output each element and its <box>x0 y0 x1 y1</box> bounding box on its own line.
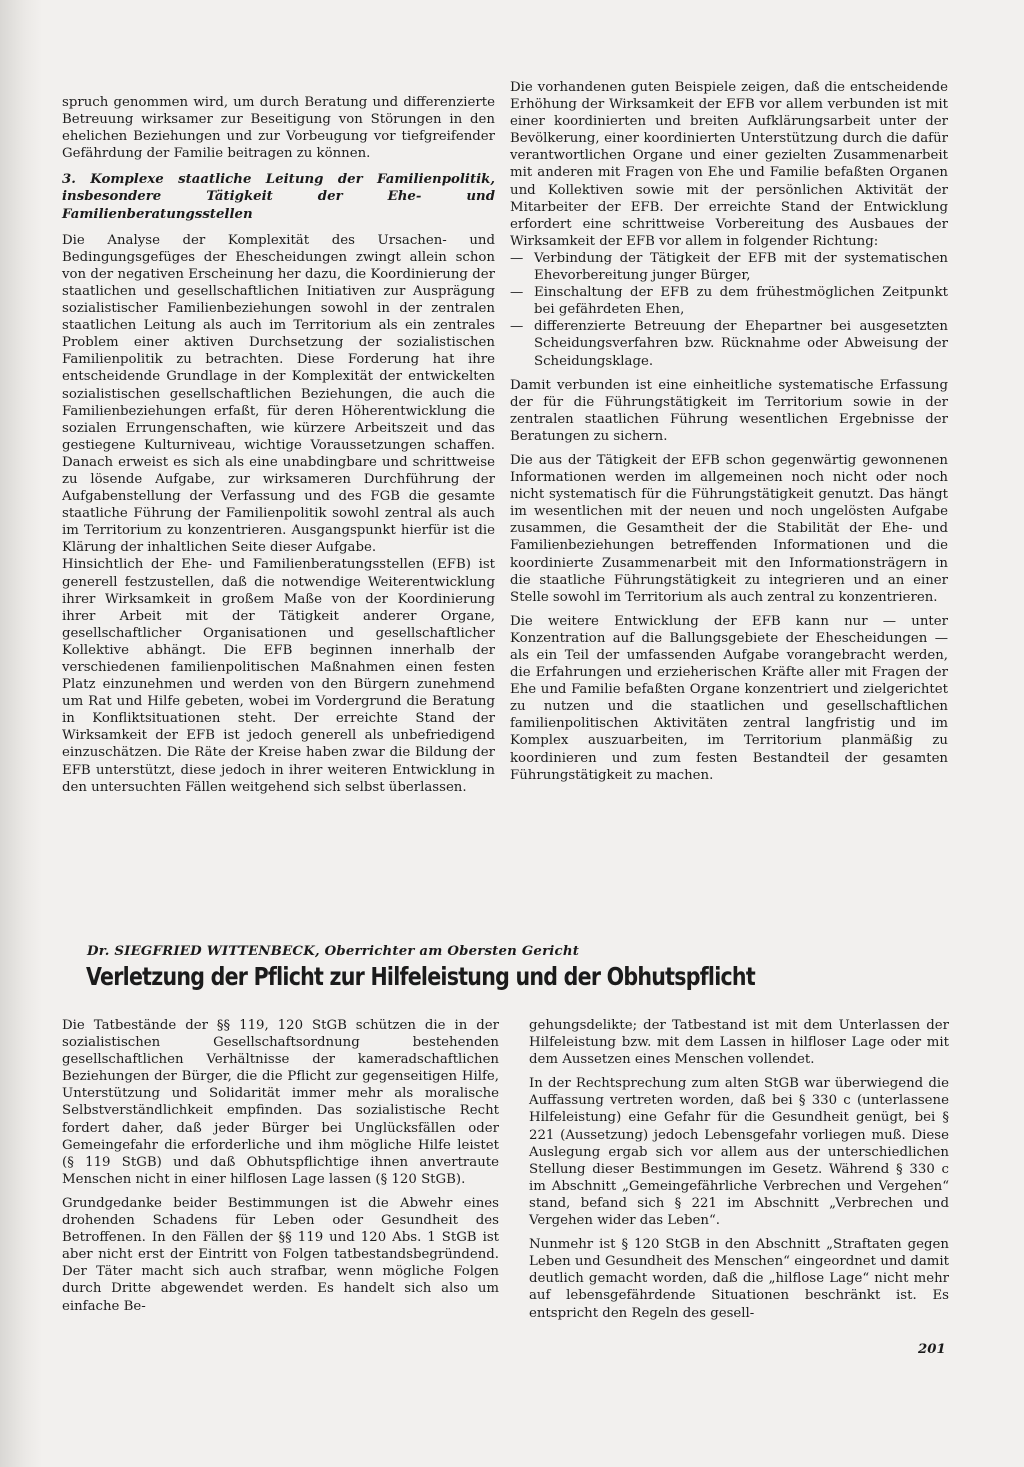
list-item-text: Einschaltung der EFB zu dem frühestmöglichen Zeitpunkt bei gefährdeten Ehen, <box>534 285 948 318</box>
paragraph: gehungsdelikte; der Tatbestand ist mit dem Unterlassen der Hilfeleistung bzw. mit dem Lassen in hilfloser Lage oder mit dem Aussetzen eines Menschen vollendet. <box>529 1018 949 1068</box>
paragraph: Die vorhandenen guten Beispiele zeigen, daß die entscheidende Erhöhung der Wirksamkeit der EFB vor allem verbunden ist mit einer koordinierten und breiten Aufklärungsarbeit unter der Bevölkerung, einer koordinierten Unterstützung durch die dafür verantwortlichen Organe und einer gezielten Zusammenarbeit mit anderen mit Fragen von Ehe und Familie befaßten Organen und Kollektiven sowie mit der persönlichen Aktivität der Mitarbeiter der EFB. Der erreichte Stand der Entwicklung erfordert eine schrittweise Vorbereitung des Ausbaues der Wirksamkeit der EFB vor allem in folgender Richtung: <box>510 80 948 249</box>
list-item <box>510 250 948 284</box>
upper-left-column <box>62 94 495 803</box>
paragraph: Hinsichtlich der Ehe- und Familienberatungsstellen (EFB) ist generell festzustellen, daß die notwendige Weiterentwicklung ihrer Wirksamkeit in großem Maße von der Koordinierung ihrer Arbeit mit der Tätigkeit anderer Organe, gesellschaftlicher Organisationen und gesellschaftlicher Kollektive abhängt. Die EFB beginnen innerhalb der verschiedenen familienpolitischen Maßnahmen einen festen Platz einzunehmen und werden von den Bürgern zunehmend um Rat und Hilfe gebeten, wobei im Vordergrund die Beratung in Konfliktsituationen steht. Der erreichte Stand der Wirksamkeit der EFB ist jedoch generell als unbefriedigend einzuschätzen. Die Räte der Kreise haben zwar die Bildung der EFB unterstützt, diese jedoch in ihrer weiteren Entwicklung in den untersuchten Fällen weitgehend sich selbst überlassen. <box>62 557 495 795</box>
paragraph: Die aus der Tätigkeit der EFB schon gegenwärtig gewonnenen Informationen werden im allgemeinen noch nicht oder noch nicht systematisch für die Führungstätigkeit genutzt. Das hängt im wesentlichen mit der neuen und noch ungelösten Aufgabe zusammen, die Gesamtheit der die Stabilität der Ehe- und Familienbeziehungen betreffenden Informationen und die koordinierte Zusammenarbeit mit den Informationsträgern in die staatliche Führungstätigkeit zu integrieren und an einer Stelle sowohl im Territorium als auch zentral zu konzentrieren. <box>510 452 948 605</box>
list-item <box>510 284 948 318</box>
upper-right-column <box>510 79 948 791</box>
paragraph: Damit verbunden ist eine einheitliche systematische Erfassung der für die Führungstätigkeit im Territorium sowie in der zentralen staatlichen Führung wesentlichen Ergebnisse der Beratungen zu sichern. <box>510 377 948 444</box>
paragraph: In der Rechtsprechung zum alten StGB war überwiegend die Auffassung vertreten worden, daß bei § 330 c (unterlassene Hilfeleistung) eine Gefahr für die Gesundheit genügt, bei § 221 (Aussetzung) jedoch Lebensgefahr vorliegen muß. Diese Auslegung ergab sich vor allem aus der unterschiedlichen Stellung dieser Bestimmungen im Gesetz. Während § 330 c im Abschnitt „Gemeingefährliche Verbrechen und Vergehen“ stand, befand sich § 221 im Abschnitt „Verbrechen und Vergehen wider das Leben“. <box>529 1076 949 1229</box>
page-number: 201 <box>918 1342 946 1357</box>
list-item <box>510 318 948 369</box>
article-title: Verletzung der Pflicht zur Hilfeleistung und der Obhutspflicht <box>86 962 755 991</box>
dash-bullet: — <box>510 319 524 335</box>
paragraph: Die weitere Entwicklung der EFB kann nur — unter Konzentration auf die Ballungsgebiete der Ehescheidungen — als ein Teil der umfassenden Aufgabe vorangebracht werden, die Erfahrungen und erzieherischen Kräfte aller mit Fragen der Ehe und Familie befaßten Organe konzentriert und zielgerichtet zu nutzen und die staatlichen und gesellschaftlichen familienpolitischen Aktivitäten zentral langfristig und im Komplex auszuarbeiten, im Territorium planmäßig zu koordinieren und zum festen Bestandteil der gesamten Führungstätigkeit zu machen. <box>510 613 948 783</box>
article-author: Dr. SIEGFRIED WITTENBECK, Oberrichter am Obersten Gericht <box>87 944 580 959</box>
article-left-column <box>62 1017 499 1322</box>
list-item-text: differenzierte Betreuung der Ehepartner bei ausgesetzten Scheidungsverfahren bzw. Rücknahme oder Abweisung der Scheidungsklage. <box>534 319 948 369</box>
paragraph: Grundgedanke beider Bestimmungen ist die Abwehr eines drohenden Schadens für Leben oder Gesundheit des Betroffenen. In den Fällen der §§ 119 und 120 Abs. 1 StGB ist aber nicht erst der Eintritt von Folgen tatbestandsbegründend. Der Täter macht sich auch strafbar, wenn mögliche Folgen durch Dritte abgewendet werden. Es handelt sich also um einfache Be- <box>62 1195 499 1314</box>
paragraph: spruch genommen wird, um durch Beratung und differenzierte Betreuung wirksamer zur Beseitigung von Störungen in den ehelichen Beziehungen und zur Vorbeugung vor tiefgreifender Gefährdung der Familie beitragen zu können. <box>62 95 495 162</box>
article-right-column <box>529 1017 949 1329</box>
paragraph: Die Tatbestände der §§ 119, 120 StGB schützen die in der sozialistischen Gesellschaftsordnung bestehenden gesellschaftlichen Verhältnisse der kameradschaftlichen Beziehungen der Bürger, die die Pflicht zur gegenseitigen Hilfe, Unterstützung und Solidarität immer mehr als moralische Selbstverständlichkeit empfinden. Das sozialistische Recht fordert daher, daß jeder Bürger bei Unglücksfällen oder Gemeingefahr die erforderliche und ihm mögliche Hilfe leistet (§ 119 StGB) und daß Obhutspflichtige ihnen anvertraute Menschen nicht in einer hilflosen Lage lassen (§ 120 StGB). <box>62 1018 499 1187</box>
paragraph: Nunmehr ist § 120 StGB in den Abschnitt „Straftaten gegen Leben und Gesundheit des Menschen“ eingeordnet und damit deutlich gemacht worden, daß die „hilflose Lage“ nicht mehr auf lebensgefährdende Situationen beschränkt ist. Es entspricht den Regeln des gesell- <box>529 1237 949 1321</box>
dash-bullet: — <box>510 250 524 266</box>
dash-bullet: — <box>510 285 524 301</box>
page-binding-shadow <box>0 0 42 1467</box>
section-heading: 3. Komplexe staatliche Leitung der Familienpolitik, insbesondere Tätigkeit der Ehe- und Familienberatungsstellen <box>62 172 495 222</box>
list-item-text: Verbindung der Tätigkeit der EFB mit der systematischen Ehevorbereitung junger Bürger, <box>534 250 948 284</box>
dash-list <box>510 250 948 370</box>
paragraph: Die Analyse der Komplexität des Ursachen- und Bedingungsgefüges der Ehescheidungen zwingt allein schon von der negativen Erscheinung her dazu, die Koordinierung der staatlichen und gesellschaftlichen Initiativen zur Ausprägung sozialistischer Familienbeziehungen sowohl in der zentralen staatlichen Leitung als auch im Territorium als ein zentrales Problem einer aktiven Durchsetzung der sozialistischen Familienpolitik zu betrachten. Diese Forderung hat ihre entscheidende Grundlage in der Komplexität der entwickelten sozialistischen gesellschaftlichen Beziehungen, die auch die Familienbeziehungen erfaßt, für deren Höherentwicklung die sozialen Errungenschaften, wie kürzere Arbeitszeit und das gestiegene Kulturniveau, wichtige Voraussetzungen schaffen. Danach erweist es sich als eine unabdingbare und schrittweise zu lösende Aufgabe, zur wirksameren Durchführung der Aufgabenstellung der Verfassung und des FGB die gesamte staatliche Führung der Familienpolitik sowohl zentral als auch im Territorium zu konzentrieren. Ausgangspunkt hierfür ist die Klärung der inhaltlichen Seite dieser Aufgabe. <box>62 232 495 556</box>
